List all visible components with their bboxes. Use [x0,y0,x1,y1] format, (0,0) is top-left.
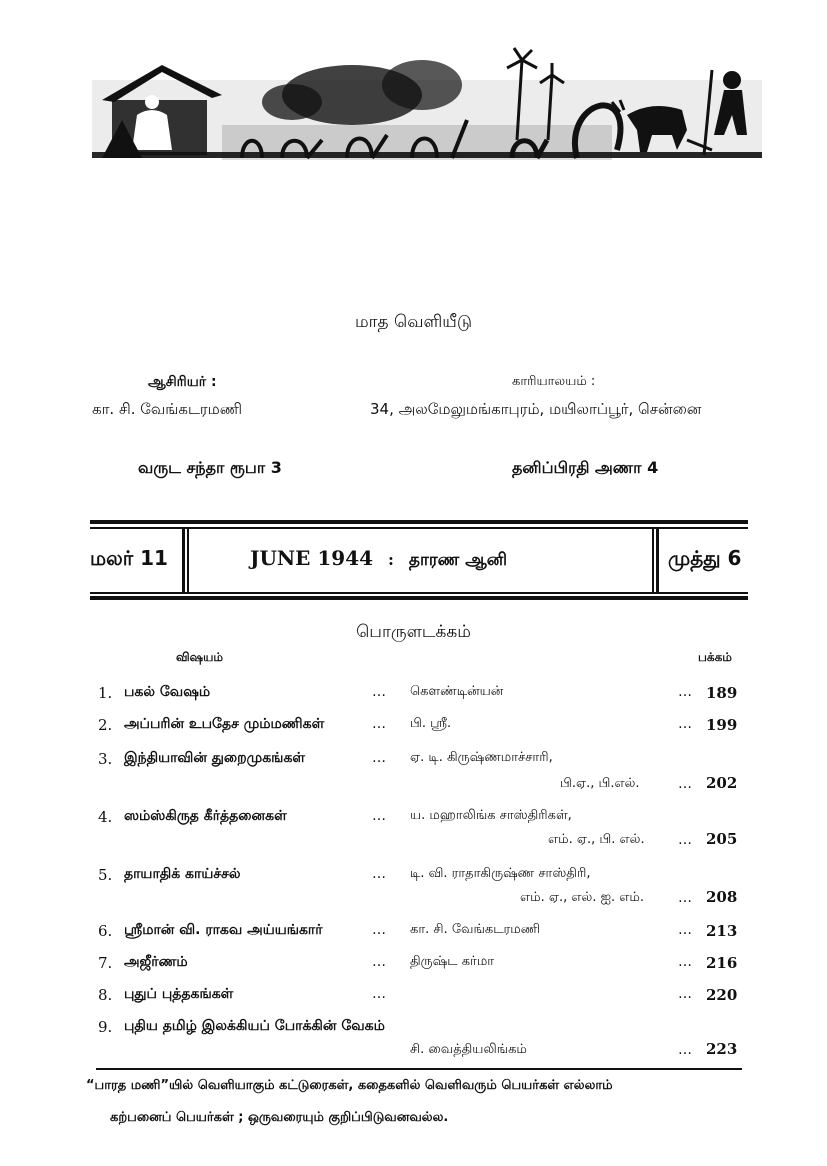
leader-dots: … [372,808,386,824]
item-title: புதுப் புத்தகங்கள் [124,986,234,1002]
editor-name: கா. சி. வேங்கடரமணி [92,400,243,418]
item-author-qualification: எம். ஏ., பி. எல். [548,832,645,847]
single-copy-price: தனிப்பிரதி அணா 4 [512,458,659,477]
leader-dots: … [678,832,692,848]
issue-date-tamil: தாரண ஆனி [408,550,508,570]
leader-dots: … [372,866,386,882]
contents-title: பொருளடக்கம் [356,622,471,642]
leader-dots: … [678,986,692,1002]
volume-number: மலர் 11 [90,546,168,570]
item-number: 2. [98,716,113,734]
leader-dots: … [678,1042,692,1058]
footer-divider [96,1068,742,1070]
item-author: ய. மஹாலிங்க சாஸ்திரிகள், [410,808,572,823]
item-number: 7. [98,954,113,972]
band-divider [187,529,189,592]
item-author: திருஷ்ட கர்மா [410,954,495,969]
item-number: 3. [98,750,113,768]
item-page: 208 [706,888,738,906]
item-page: 213 [706,922,738,940]
issue-date [250,546,507,572]
item-number: 9. [98,1018,113,1036]
item-number: 6. [98,922,113,940]
item-page: 223 [706,1040,738,1058]
leader-dots: … [372,954,386,970]
item-title: அப்பரின் உபதேச மும்மணிகள் [124,716,325,732]
item-number: 5. [98,866,113,884]
item-title: ஸம்ஸ்கிருத கீர்த்தனைகள் [124,808,287,824]
office-label: காரியாலயம் : [512,374,596,389]
item-number: 1. [98,684,113,702]
item-page: 199 [706,716,738,734]
masthead-logo [92,40,762,165]
issue-number: முத்து 6 [668,546,742,570]
publication-subtitle: மாத வெளியீடு [354,312,473,332]
editor-label: ஆசிரியர் : [148,374,217,390]
disclaimer-line-2: கற்பனைப் பெயர்கள் ; ஒருவரையும் குறிப்பிடுவனவல்ல. [110,1110,449,1125]
leader-dots: … [372,750,386,766]
issue-date-colon: : [388,550,394,569]
leader-dots: … [372,684,386,700]
leader-dots: … [372,716,386,732]
item-number: 8. [98,986,113,1004]
leader-dots: … [678,716,692,732]
item-number: 4. [98,808,113,826]
issue-date-english: JUNE 1944 [250,546,374,570]
item-page: 220 [706,986,738,1004]
yearly-subscription: வருட சந்தா ரூபா 3 [138,458,282,477]
band-rule [90,520,748,524]
item-title: இந்தியாவின் துறைமுகங்கள் [124,750,306,766]
masthead-illustration [92,40,762,165]
item-author-qualification: எம். ஏ., எல். ஐ. எம். [520,890,645,905]
item-title: புதிய தமிழ் இலக்கியப் போக்கின் வேகம் [124,1018,385,1034]
office-address: 34, அலமேலுமங்காபுரம், மயிலாப்பூர், சென்னை [370,400,702,418]
leader-dots: … [678,776,692,792]
leader-dots: … [678,684,692,700]
item-author: பி. ஸ்ரீ. [410,716,452,731]
band-divider [656,529,659,592]
subject-column-header: விஷயம் [176,650,224,664]
leader-dots: … [678,922,692,938]
item-title: அஜீர்ணம் [124,954,188,970]
issue-band [90,520,748,600]
item-title: பகல் வேஷம் [124,684,211,700]
item-title: ஸ்ரீமான் வி. ராகவ அய்யங்கார் [124,922,323,938]
leader-dots: … [372,986,386,1002]
band-rule [90,527,748,529]
leader-dots: … [678,954,692,970]
item-author: சி. வைத்தியலிங்கம் [410,1042,527,1057]
item-title: தாயாதிக் காய்ச்சல் [124,866,241,882]
item-page: 205 [706,830,738,848]
band-divider [182,529,185,592]
leader-dots: … [678,890,692,906]
item-page: 216 [706,954,738,972]
band-divider [652,529,654,592]
item-author: கௌண்டின்யன் [410,684,504,699]
item-author-qualification: பி.ஏ., பி.எல். [560,776,640,791]
band-rule [90,592,748,594]
item-author: டி. வி. ராதாகிருஷ்ண சாஸ்திரி, [410,866,591,881]
leader-dots: … [372,922,386,938]
item-page: 202 [706,774,738,792]
page-column-header: பக்கம் [698,650,732,664]
item-author: ஏ. டி. கிருஷ்ணமாச்சாரி, [410,750,553,765]
item-author: கா. சி. வேங்கடரமணி [410,922,541,937]
disclaimer-line-1: “பாரத மணி”யில் வெளியாகும் கட்டுரைகள், கதைகளில் வெளிவரும் பெயர்கள் எல்லாம் [86,1078,613,1093]
item-page: 189 [706,684,738,702]
band-rule [90,596,748,600]
